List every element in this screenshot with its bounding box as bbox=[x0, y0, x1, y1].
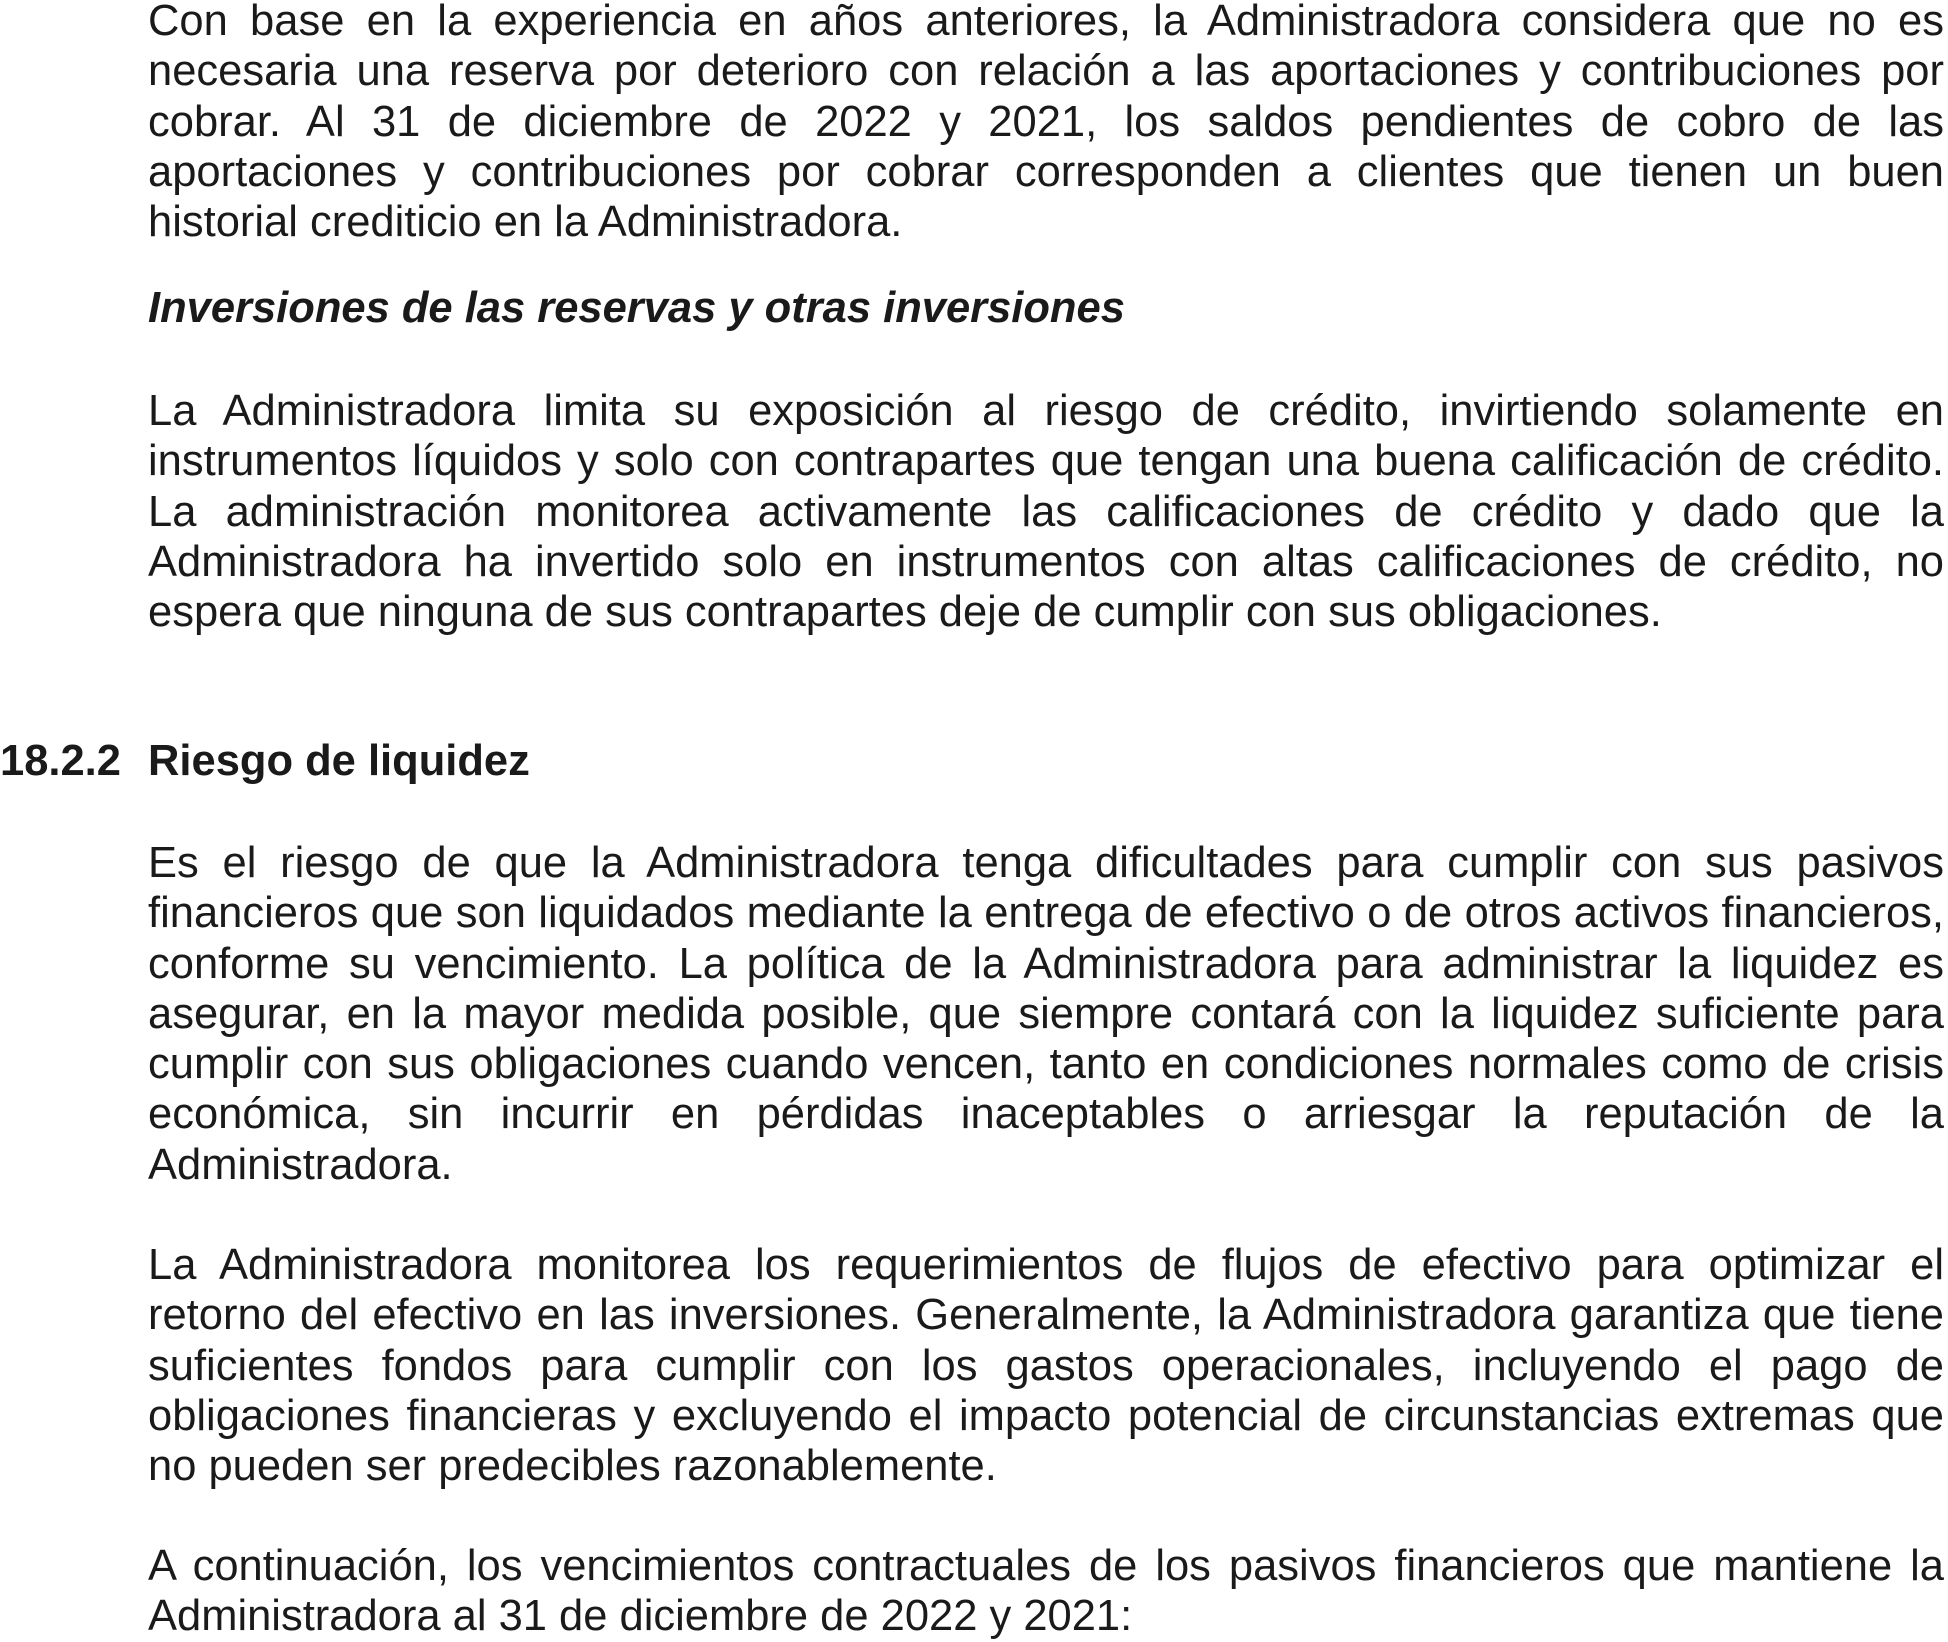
paragraph-maturities-intro: A continuación, los vencimientos contractuales de los pasivos financieros que mantiene la Administradora al 31 de diciembre de 2022 y 2021: bbox=[148, 1542, 1944, 1641]
paragraph-impairment-reserve: Con base en la experiencia en años anteriores, la Administradora considera que no es necesaria una reserva por deterioro con relación a las aportaciones y contribuciones por cobrar. Al 31 de diciembre de 2022 y 2021, los saldos pendientes de cobro de las aportaciones y contribuciones por cobrar corresponden a clientes que tienen un buen historial crediticio en la Administradora. bbox=[148, 0, 1944, 247]
paragraph-cash-flow-monitoring: La Administradora monitorea los requerimientos de flujos de efectivo para optimizar el retorno del efectivo en las inversiones. Generalmente, la Administradora garantiza que tiene suficientes fondos para cumplir con los gastos operacionales, incluyendo el pago de obligaciones financieras y excluyendo el impacto potencial de circunstancias extremas que no pueden ser predecibles razonablemente. bbox=[148, 1241, 1944, 1491]
section-title: Riesgo de liquidez bbox=[148, 737, 530, 785]
paragraph-credit-exposure: La Administradora limita su exposición al riesgo de crédito, invirtiendo solamente en instrumentos líquidos y solo con contrapartes que tengan una buena calificación de crédito. La administración monitorea activamente las calificaciones de crédito y dado que la Administradora ha invertido solo en instrumentos con altas calificaciones de crédito, no espera que ninguna de sus contrapartes deje de cumplir con sus obligaciones. bbox=[148, 387, 1944, 637]
subheading-investments: Inversiones de las reservas y otras inversiones bbox=[148, 284, 1125, 332]
paragraph-liquidity-risk: Es el riesgo de que la Administradora tenga dificultades para cumplir con sus pasivos financieros que son liquidados mediante la entrega de efectivo o de otros activos financieros, conforme su vencimiento. La política de la Administradora para administrar la liquidez es asegurar, en la mayor medida posible, que siempre contará con la liquidez suficiente para cumplir con sus obligaciones cuando vencen, tanto en condiciones normales como de crisis económica, sin incurrir en pérdidas inaceptables o arriesgar la reputación de la Administradora. bbox=[148, 839, 1944, 1189]
section-number: 18.2.2 bbox=[0, 737, 121, 785]
